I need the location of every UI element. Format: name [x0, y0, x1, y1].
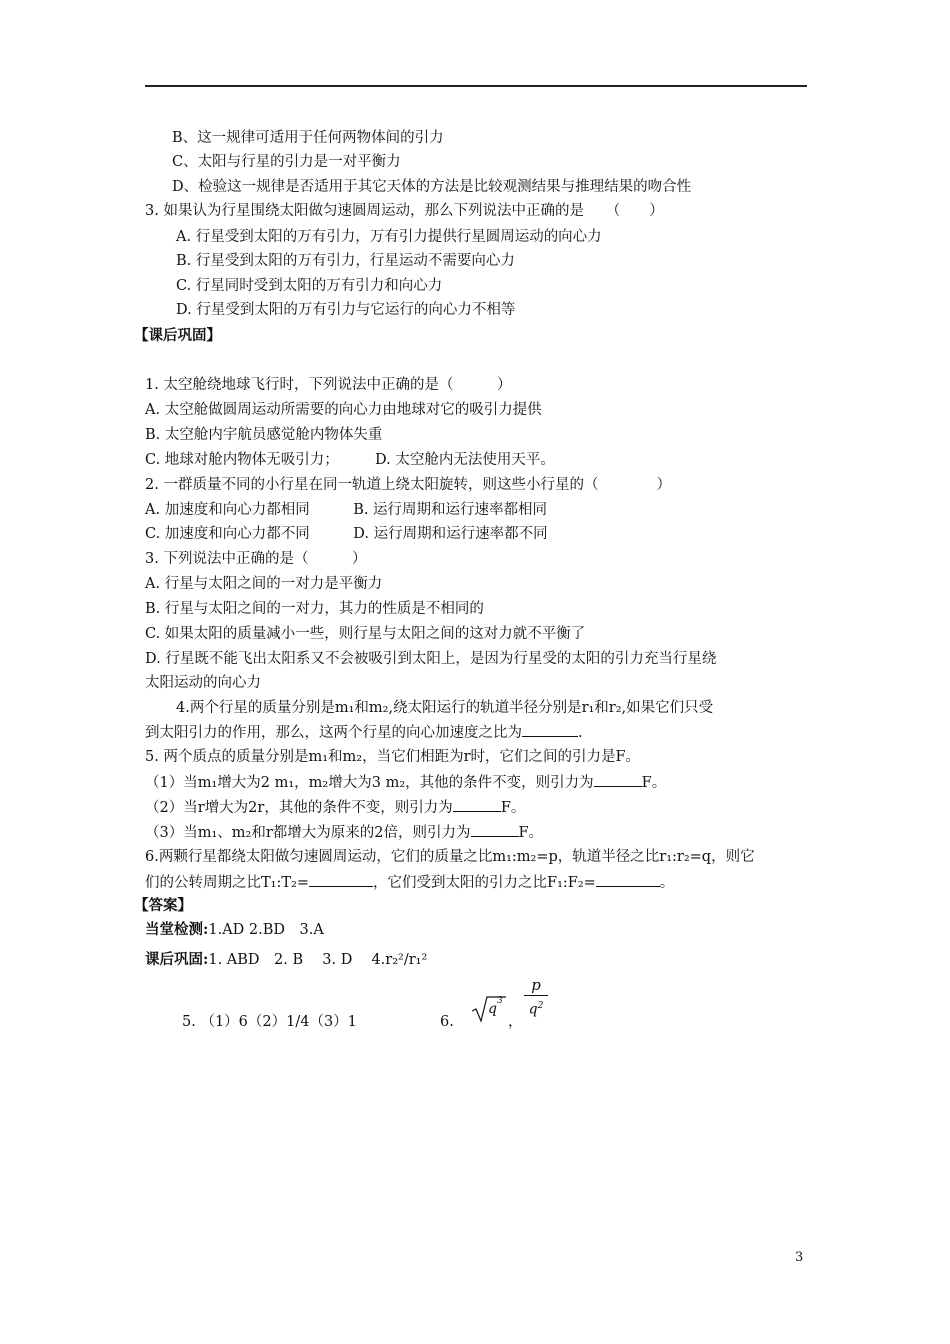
sqrt-variable: q	[488, 1001, 497, 1017]
review-q3-c: C. 如果太阳的质量减小一些，则行星与太阳之间的这对力就不平衡了	[145, 626, 586, 642]
answers-review-label: 课后巩固:	[145, 951, 209, 968]
answer-blank	[471, 822, 519, 837]
fraction-formula	[524, 976, 548, 1019]
answers-class-text: 1.AD 2.BD 3.A	[208, 922, 324, 938]
answers-review-text: 1. ABD 2. B 3. D 4.r₂²/r₁²	[208, 952, 428, 968]
answers-title: 【答案】	[134, 897, 192, 914]
answers-class-label: 当堂检测:	[145, 921, 209, 938]
review-q5-part1-text: （1）当m₁增大为2 m₁，m₂增大为3 m₂，其他的条件不变，则引力为	[145, 775, 594, 791]
review-q5-part1	[145, 772, 666, 793]
review-q5-unit: F。	[518, 825, 544, 841]
review-q3-b: B. 行星与太阳之间的一对力，其力的性质是不相同的	[145, 601, 484, 617]
review-q4-text: 到太阳引力的作用，那么，这两个行星的向心加速度之比为	[145, 725, 522, 741]
option-b-line: B、这一规律可适用于任何两物体间的引力	[172, 130, 444, 146]
review-q2: 2. 一群质量不同的小行星在同一轨道上绕太阳旋转，则这些小行星的（ ）	[145, 477, 671, 493]
review-q6-end: 。	[659, 875, 675, 891]
q3-option-d: D. 行星受到太阳的万有引力与它运行的向心力不相等	[176, 302, 516, 318]
section-title: 【课后巩固】	[134, 327, 221, 344]
review-q4-line2	[145, 722, 583, 743]
answer-blank	[453, 797, 501, 812]
review-q4-line1: 4.两个行星的质量分别是m₁和m₂,绕太阳运行的轨道半径分别是r₁和r₂,如果它们只受	[176, 700, 714, 716]
review-q3-d1: D. 行星既不能飞出太阳系又不会被吸引到太阳上，是因为行星受的太阳的引力充当行星绕	[145, 651, 717, 667]
review-q5-unit: F。	[641, 775, 667, 791]
sqrt-exponent: 3	[497, 996, 503, 1006]
review-q4-end: .	[578, 725, 583, 741]
review-q1-b: B. 太空舱内宇航员感觉舱内物体失重	[145, 427, 383, 443]
answer-blank	[522, 722, 578, 737]
q3-stem: 3. 如果认为行星围绕太阳做匀速圆周运动，那么下列说法中正确的是 （ ）	[145, 203, 664, 219]
review-q3: 3. 下列说法中正确的是（ ）	[145, 551, 367, 567]
page-number: 3	[795, 1250, 804, 1265]
fraction-denominator	[524, 997, 548, 1019]
answers-row6-label: 6.	[440, 1014, 454, 1030]
review-q3-d2: 太阳运动的向心力	[145, 675, 261, 691]
fraction-bar	[524, 995, 548, 996]
review-q5-part3	[145, 822, 543, 843]
q3-option-a: A. 行星受到太阳的万有引力，万有引力提供行星圆周运动的向心力	[176, 229, 602, 245]
header-rule	[145, 85, 807, 87]
review-q5-unit: F。	[500, 800, 526, 816]
option-c-line: C、太阳与行星的引力是一对平衡力	[172, 154, 401, 170]
review-q6-line1: 6.两颗行星都绕太阳做匀速圆周运动，它们的质量之比m₁:m₂=p，轨道半径之比r₁:r₂=q，则它	[145, 849, 755, 865]
review-q1: 1. 太空舱绕地球飞行时，下列说法中正确的是（ ）	[145, 377, 512, 393]
review-q5-part3-text: （3）当m₁、m₂和r都增大为原来的2倍，则引力为	[145, 825, 471, 841]
answers-class-line	[145, 920, 324, 940]
answers-comma: ，	[508, 1014, 523, 1030]
review-q6-line2	[145, 872, 674, 893]
fraction-den-exponent: 2	[537, 1001, 544, 1011]
answer-blank	[309, 872, 373, 887]
answer-blank	[594, 772, 642, 787]
review-q5-part2-text: （2）当r增大为2r，其他的条件不变，则引力为	[145, 800, 453, 816]
review-q5-part2	[145, 797, 525, 818]
answers-row5: 5. （1）6（2）1/4（3）1	[182, 1014, 357, 1030]
q3-option-c: C. 行星同时受到太阳的万有引力和向心力	[176, 278, 443, 294]
review-q1-cd: C. 地球对舱内物体无吸引力； D. 太空舱内无法使用天平。	[145, 452, 555, 468]
option-d-line: D、检验这一规律是否适用于其它天体的方法是比较观测结果与推理结果的吻合性	[172, 179, 692, 195]
fraction-numerator: p	[531, 976, 541, 994]
answer-blank	[596, 872, 660, 887]
answers-review-line	[145, 950, 427, 970]
review-q6-text-a: 们的公转周期之比T₁:T₂=	[145, 875, 310, 891]
review-q2-cd: C. 加速度和向心力都不同 D. 运行周期和运行速率都不同	[145, 526, 548, 542]
fraction-den-variable: q	[528, 1001, 538, 1018]
review-q3-a: A. 行星与太阳之间的一对力是平衡力	[145, 576, 383, 592]
review-q6-text-b: ，它们受到太阳的引力之比F₁:F₂=	[373, 875, 596, 891]
review-q2-ab: A. 加速度和向心力都相同 B. 运行周期和运行速率都相同	[145, 502, 548, 518]
q3-option-b: B. 行星受到太阳的万有引力，行星运动不需要向心力	[176, 253, 515, 269]
review-q5: 5. 两个质点的质量分别是m₁和m₂，当它们相距为r时，它们之间的引力是F。	[145, 749, 641, 765]
review-q1-a: A. 太空舱做圆周运动所需要的向心力由地球对它的吸引力提供	[145, 402, 542, 418]
